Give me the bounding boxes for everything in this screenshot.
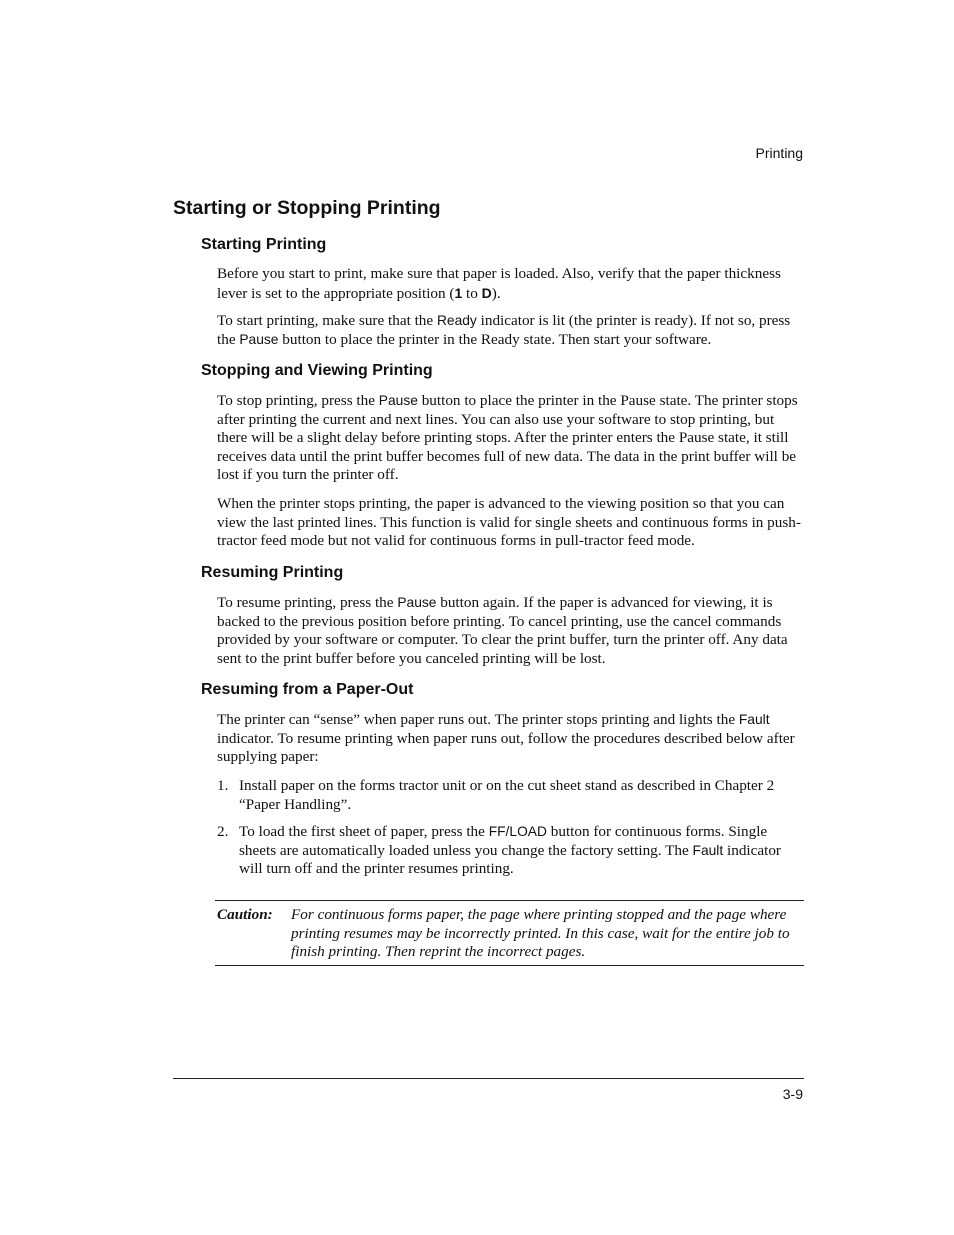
paragraph-stopping-2: When the printer stops printing, the paper is advanced to the viewing position so that you can view the last printed lines. This function is valid for single sheets and continuous forms in push-tractor feed mode but not valid for continuous forms in pull-tractor feed mode. <box>217 495 801 550</box>
text-run: indicator will turn off and the printer resumes printing. <box>239 841 781 878</box>
running-header: Printing <box>755 145 803 161</box>
text-run: indicator is lit (the printer is ready). If not so, press the <box>217 312 791 348</box>
section-heading-starting-printing: Starting Printing <box>201 236 327 253</box>
section-heading-paper-out: Resuming from a Paper-Out <box>201 681 414 698</box>
page-number: 3-9 <box>782 1086 803 1102</box>
text-run: to <box>462 284 482 302</box>
text-run: To resume printing, press the <box>217 594 398 611</box>
list-item <box>217 823 807 879</box>
lever-position-d: D <box>481 284 492 301</box>
paragraph-starting-2 <box>217 312 807 349</box>
text-run: To load the first sheet of paper, press the <box>239 823 489 840</box>
page-title: Starting or Stopping Printing <box>173 197 441 219</box>
text-run: button for continuous forms. Single sheets are automatically loaded unless you change the factory setting. The <box>239 823 768 859</box>
paragraph-paper-out-1 <box>217 711 807 767</box>
list-text: Install paper on the forms tractor unit or on the cut sheet stand as described in Chapter 2 “Paper Handling”. <box>239 777 775 813</box>
list-number: 1. <box>217 777 229 794</box>
list-number: 2. <box>217 823 229 840</box>
fault-indicator-term: Fault <box>738 712 770 727</box>
fault-indicator-term: Fault <box>692 842 724 858</box>
paragraph-stopping-1 <box>217 392 807 485</box>
paragraph-starting-1 <box>217 265 807 303</box>
text-run: button again. If the paper is advanced for viewing, it is backed to the previous position before printing. To cancel printing, use the cancel commands provided by your software or computer. To clear the print buffer, turn the printer off. Any data sent to the print buffer before you canceled printing will be lost. <box>217 594 788 667</box>
footer-divider <box>173 1078 804 1079</box>
text-run: ). <box>491 284 501 302</box>
list-text <box>239 823 807 879</box>
text-run: The printer can “sense” when paper runs out. The printer stops printing and lights the <box>217 711 739 728</box>
list-item <box>217 777 807 814</box>
pause-button-term: Pause <box>397 595 437 610</box>
section-heading-resuming-printing: Resuming Printing <box>201 564 344 581</box>
text-run: To stop printing, press the <box>217 392 379 409</box>
paragraph-resuming-1 <box>217 594 807 668</box>
caution-text: For continuous forms paper, the page where printing stopped and the page where printing resumes may be incorrectly printed. In this case, wait for the entire job to finish printing. Then reprint the incorrect pages. <box>291 906 790 961</box>
text-run: To start printing, make sure that the <box>217 312 437 329</box>
section-heading-stopping-printing: Stopping and Viewing Printing <box>201 362 433 379</box>
caution-box <box>215 900 804 966</box>
text-run: button to place the printer in the Ready state. Then start your software. <box>278 330 712 348</box>
ready-indicator-term: Ready <box>436 313 477 328</box>
lever-position-1: 1 <box>454 284 463 301</box>
text-run: Before you start to print, make sure that paper is loaded. Also, verify that the paper thickness lever is set to the appropriate position ( <box>217 265 781 302</box>
pause-button-term: Pause <box>378 393 418 408</box>
text-run: indicator. To resume printing when paper runs out, follow the procedures described below after supplying paper: <box>217 729 795 766</box>
text-run: button to place the printer in the Pause state. The printer stops after printing the current and next lines. You can also use your software to stop printing, but there will be a slight delay before printing stops. After the printer enters the Pause state, it still receives data until the print buffer becomes full of new data. The data in the print buffer will be lost if you turn the printer off. <box>217 392 798 484</box>
pause-button-term: Pause <box>239 331 279 347</box>
caution-label: Caution: <box>217 906 273 923</box>
ff-load-button-term: FF/LOAD <box>488 824 547 839</box>
